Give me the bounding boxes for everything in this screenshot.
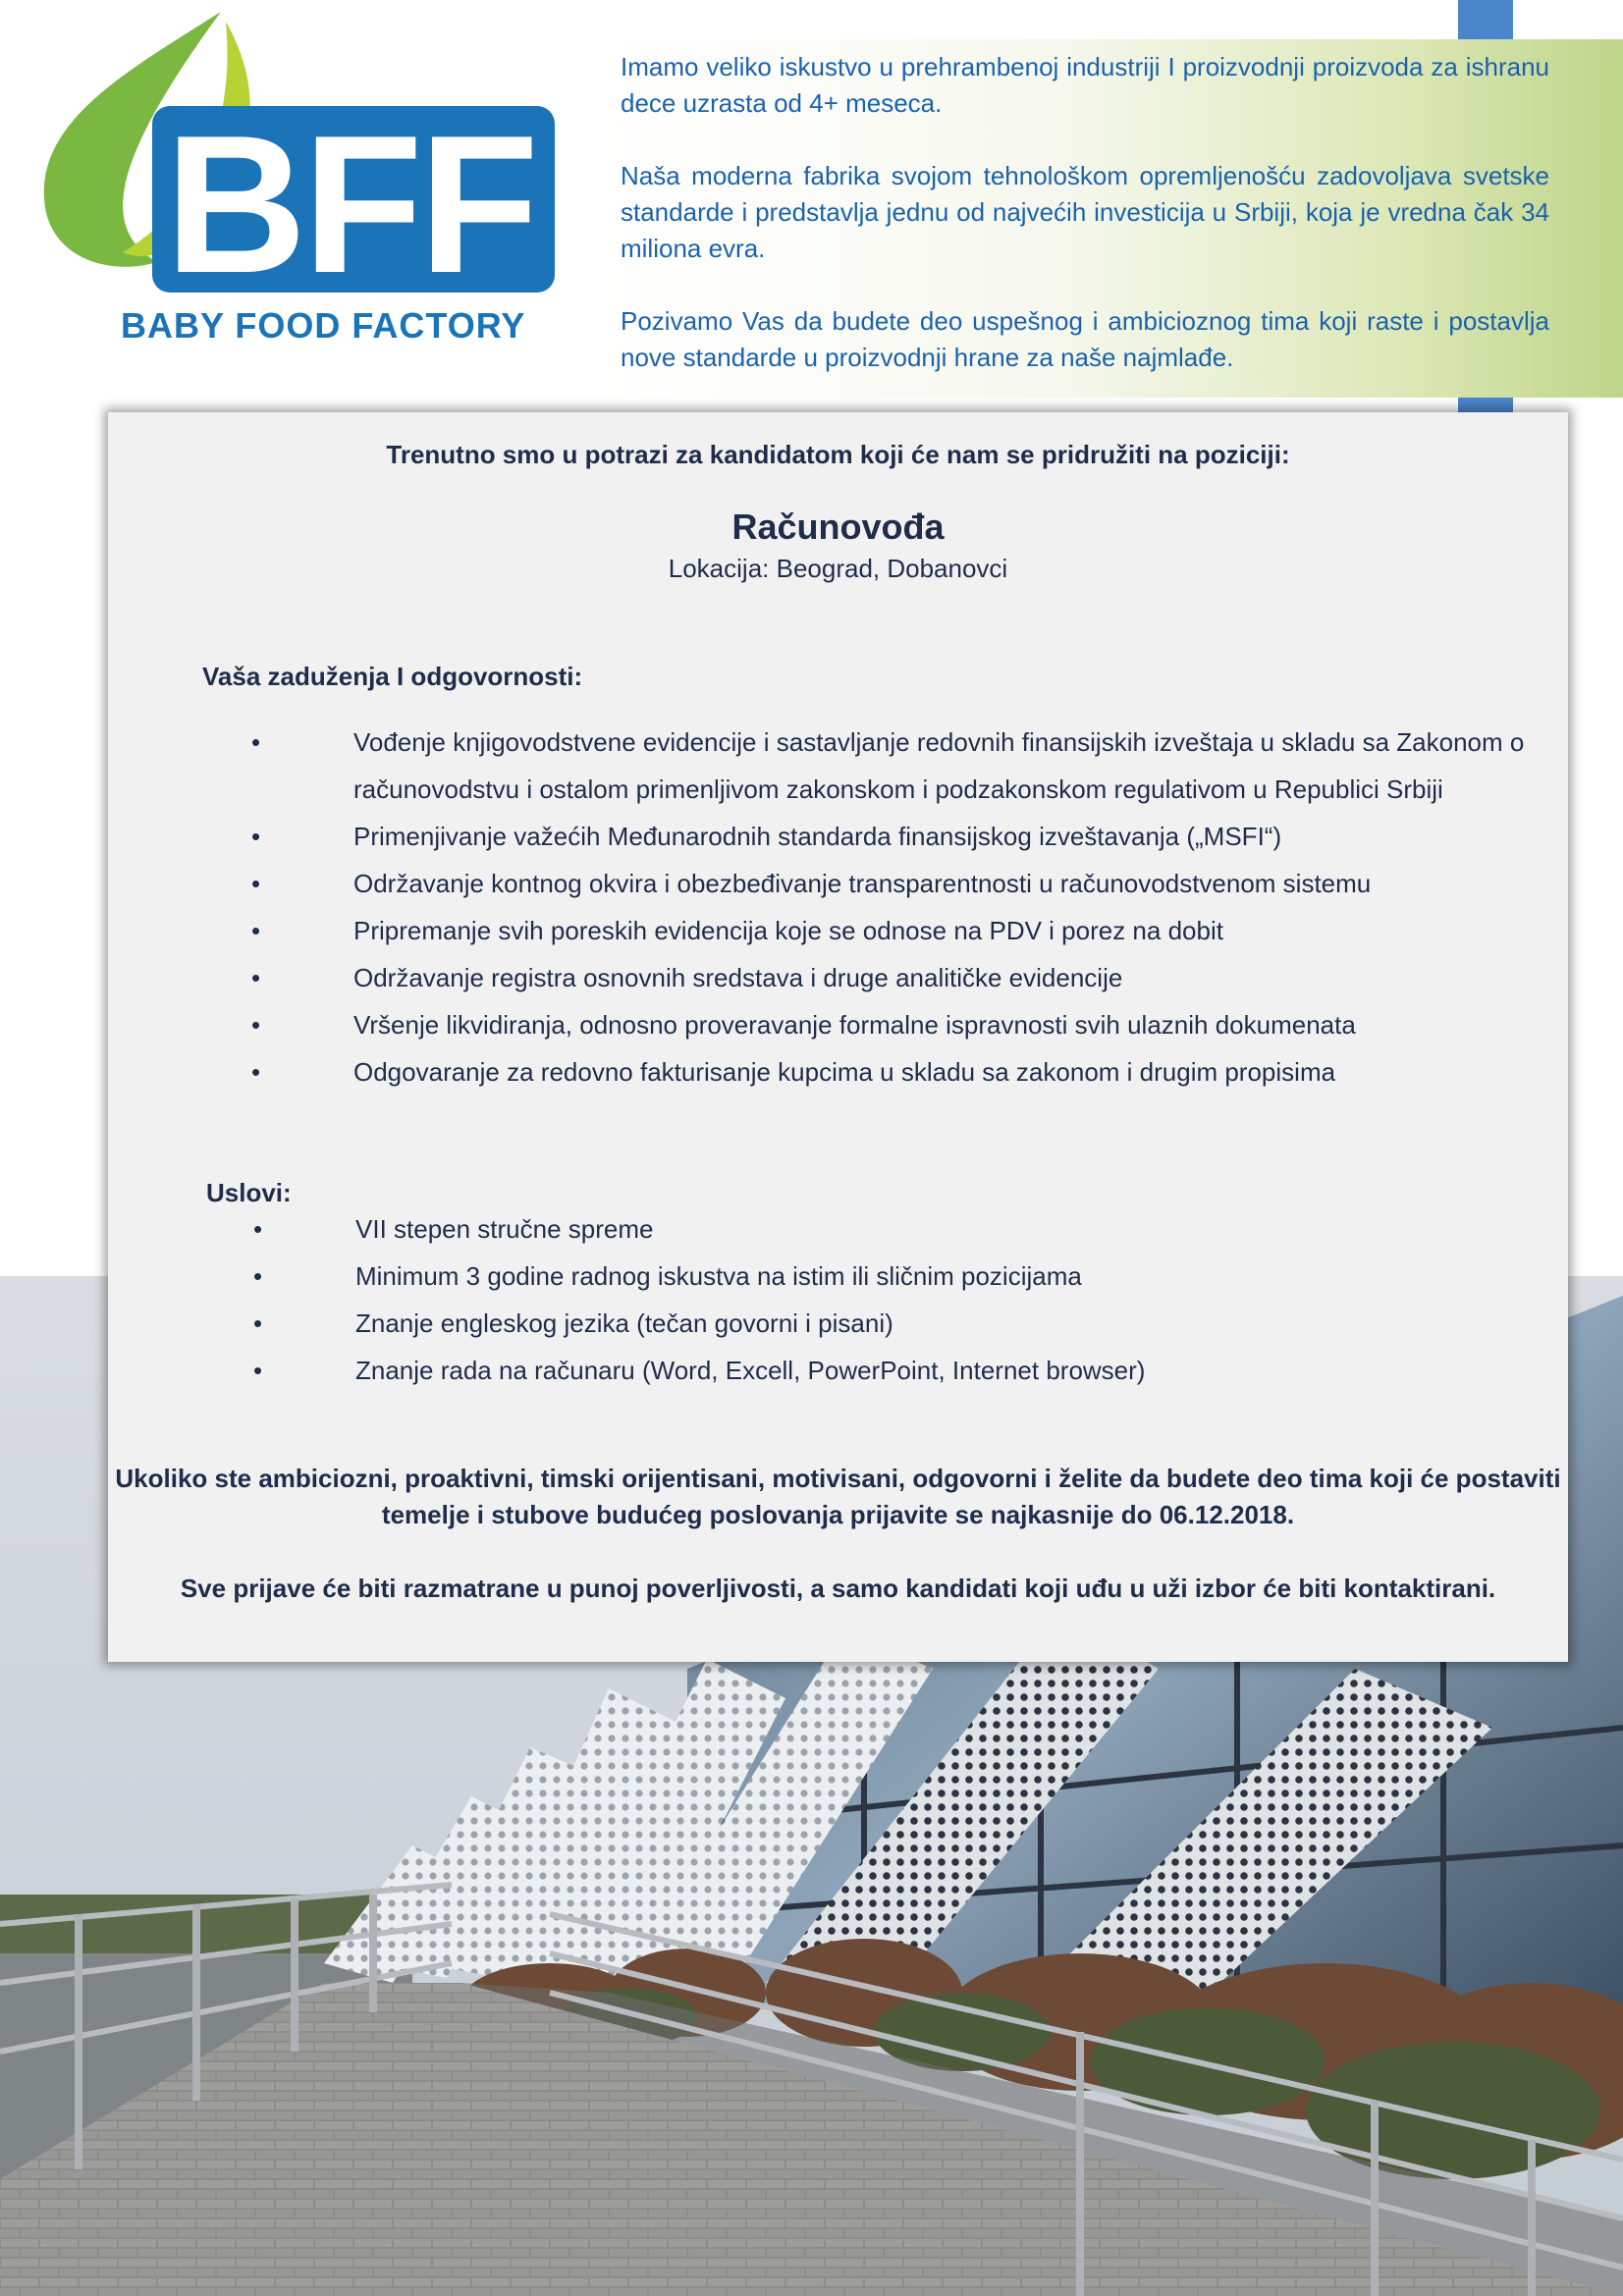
job-posting-card bbox=[108, 412, 1568, 1662]
intro-paragraph: Imamo veliko iskustvo u prehrambenoj industriji I proizvodnji proizvoda za ishranu dece uzrasta od 4+ meseca. bbox=[621, 52, 1549, 118]
duty-text: Vođenje knjigovodstvene evidencije i sastavljanje redovnih finansijskih izveštaja u skladu sa Zakonom o računovodstvu i ostalom primenljivom zakonskom i podzakonskom regulativom u Republici Srbiji bbox=[353, 727, 1525, 804]
intro-paragraph: Naša moderna fabrika svojom tehnološkom opremljenošću zadovoljava svetske standarde i predstavlja jednu od najvećih investicija u Srbiji, koja je vredna čak 34 miliona evra. bbox=[621, 161, 1549, 263]
bullet-icon: • bbox=[253, 1261, 263, 1291]
list-item bbox=[251, 1048, 1587, 1095]
list-item bbox=[251, 719, 1587, 813]
logo-wordmark: BABY FOOD FACTORY bbox=[121, 305, 526, 346]
application-deadline-text: Ukoliko ste ambiciozni, proaktivni, timski orijentisani, motivisani, odgovorni i želite da budete deo tima koji će postaviti temelje i stubove budućeg poslovanja prijavite se najkasnije do 06.12.2018. bbox=[115, 1464, 1561, 1529]
confidentiality-note: Sve prijave će biti razmatrane u punoj poverljivosti, a samo kandidati koji uđu u uži izbor će biti kontaktirani. bbox=[180, 1574, 1496, 1603]
list-item bbox=[251, 860, 1587, 907]
list-item bbox=[253, 1347, 1530, 1394]
list-item bbox=[253, 1205, 1530, 1253]
bullet-icon: • bbox=[251, 916, 261, 945]
bullet-icon: • bbox=[253, 1356, 263, 1385]
duty-text: Održavanje registra osnovnih sredstava i druge analitičke evidencije bbox=[353, 963, 1123, 992]
list-item bbox=[251, 907, 1587, 954]
position-intro: Trenutno smo u potrazi za kandidatom koji će nam se pridružiti na poziciji: bbox=[386, 440, 1290, 469]
requirements-list bbox=[253, 1205, 1530, 1394]
duties-heading: Vaša zaduženja I odgovornosti: bbox=[202, 662, 583, 691]
list-item bbox=[253, 1253, 1530, 1300]
duties-list bbox=[251, 719, 1587, 1095]
requirement-text: VII stepen stručne spreme bbox=[355, 1214, 654, 1244]
bullet-icon: • bbox=[253, 1214, 263, 1244]
position-title: Računovođa bbox=[731, 507, 945, 547]
company-intro bbox=[621, 49, 1549, 376]
bullet-icon: • bbox=[251, 1010, 261, 1040]
requirements-heading: Uslovi: bbox=[206, 1178, 292, 1207]
list-item bbox=[251, 813, 1587, 860]
duty-text: Vršenje likvidiranja, odnosno proveravanje formalne ispravnosti svih ulaznih dokumenata bbox=[353, 1010, 1356, 1040]
requirement-text: Znanje engleskog jezika (tečan govorni i pisani) bbox=[355, 1308, 893, 1338]
bullet-icon: • bbox=[253, 1308, 263, 1338]
bullet-icon: • bbox=[251, 869, 261, 898]
list-item bbox=[251, 1001, 1587, 1048]
list-item bbox=[251, 954, 1587, 1001]
job-location: Lokacija: Beograd, Dobanovci bbox=[668, 554, 1008, 583]
duty-text: Odgovaranje za redovno fakturisanje kupcima u skladu sa zakonom i drugim propisima bbox=[353, 1057, 1336, 1087]
requirement-text: Znanje rada na računaru (Word, Excell, PowerPoint, Internet browser) bbox=[355, 1356, 1146, 1385]
intro-paragraph: Pozivamo Vas da budete deo uspešnog i ambicioznog tima koji raste i postavlja nove standarde u proizvodnji hrane za naše najmlađe. bbox=[621, 306, 1549, 372]
bff-logo bbox=[39, 12, 560, 350]
bullet-icon: • bbox=[251, 727, 261, 757]
list-item bbox=[253, 1300, 1530, 1347]
bullet-icon: • bbox=[251, 822, 261, 851]
logo-monogram: BFF bbox=[165, 95, 535, 314]
duty-text: Primenjivanje važećih Međunarodnih standarda finansijskog izveštavanja („MSFI“) bbox=[353, 822, 1282, 851]
requirement-text: Minimum 3 godine radnog iskustva na istim ili sličnim pozicijama bbox=[355, 1261, 1082, 1291]
duty-text: Održavanje kontnog okvira i obezbeđivanje transparentnosti u računovodstvenom sistemu bbox=[353, 869, 1372, 898]
bullet-icon: • bbox=[251, 963, 261, 992]
duty-text: Pripremanje svih poreskih evidencija koje se odnose na PDV i porez na dobit bbox=[353, 916, 1223, 945]
bullet-icon: • bbox=[251, 1057, 261, 1087]
